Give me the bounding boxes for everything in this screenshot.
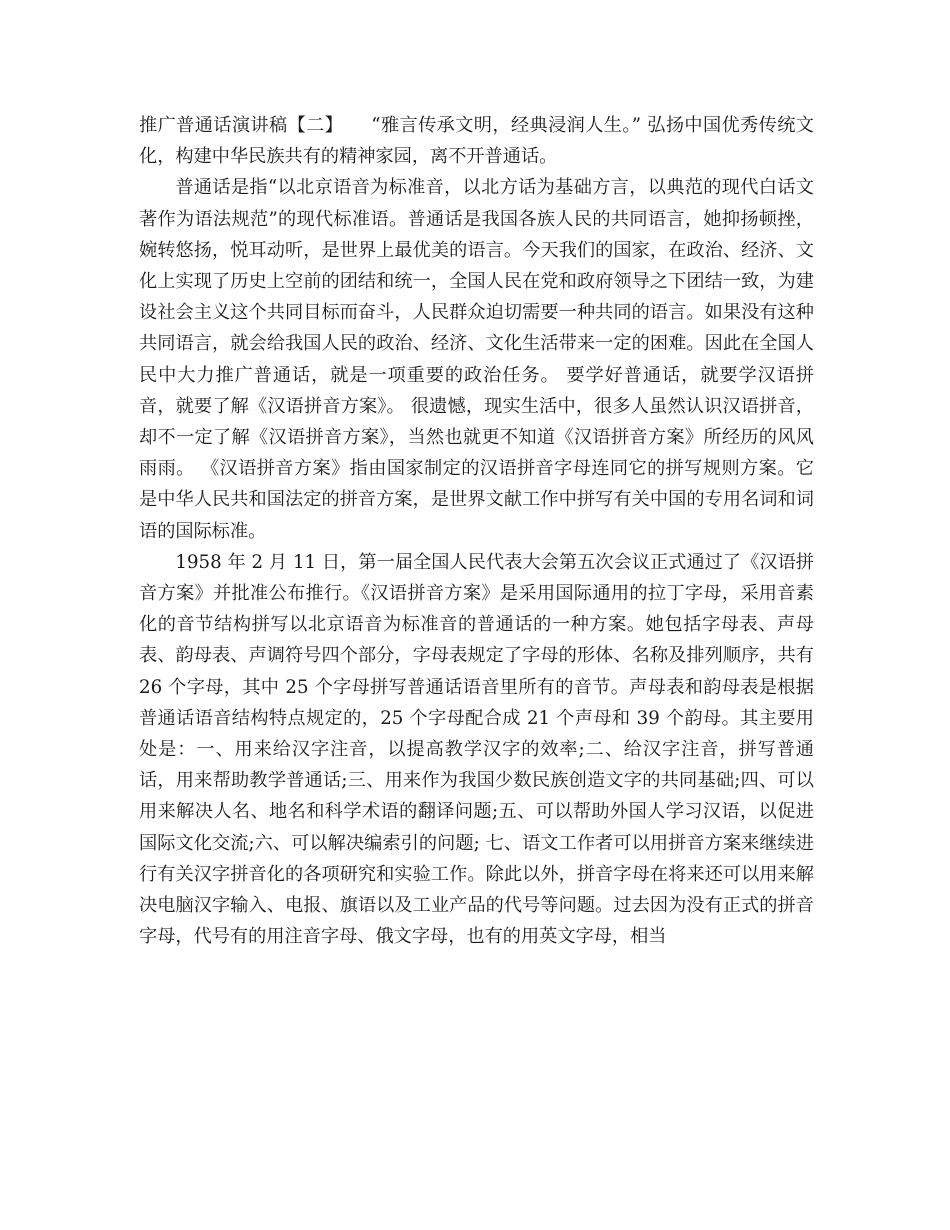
paragraph-2: 普通话是指“以北京语音为标准音，以北方话为基础方言，以典范的现代白话文著作为语法规范”的现代标准语。普通话是我国各族人民的共同语言，她抑扬顿挫，婉转悠扬，悦耳动听，是世界上最优美的语言。今天我们的国家，在政治、经济、文化上实现了历史上空前的团结和统一，全国人民在党和政府领导之下团结一致，为建设社会主义这个共同目标而奋斗，人民群众迫切需要一种共同的语言。如果没有这种共同语言，就会给我国人民的政治、经济、文化生活带来一定的困难。因此在全国人民中大力推广普通话，就是一项重要的政治任务。 要学好普通话，就要学汉语拼音，就要了解《汉语拼音方案》。 很遗憾，现实生活中，很多人虽然认识汉语拼音，却不一定了解《汉语拼音方案》，当然也就更不知道《汉语拼音方案》所经历的风风雨雨。 《汉语拼音方案》指由国家制定的汉语拼音字母连同它的拼写规则方案。它是中华人民共和国法定的拼音方案，是世界文献工作中拼写有关中国的专用名词和词语的国际标准。 [139,177,814,542]
document-body [139,110,814,952]
paragraph-1: 推广普通话演讲稿【二】 “雅言传承文明，经典浸润人生。” 弘扬中国优秀传统文化，构建中华民族共有的精神家园，离不开普通话。 [139,115,814,168]
paragraph-3: 1958 年 2 月 11 日，第一届全国人民代表大会第五次会议正式通过了《汉语拼音方案》并批准公布推行。《汉语拼音方案》是采用国际通用的拉丁字母，采用音素化的音节结构拼写以北京语音为标准音的普通话的一种方案。她包括字母表、声母表、韵母表、声调符号四个部分，字母表规定了字母的形体、名称及排列顺序，共有 26 个字母，其中 25 个字母拼写普通话语音里所有的音节。声母表和韵母表是根据普通话语音结构特点规定的，25 个字母配合成 21 个声母和 39 个韵母。其主要用处是：一、用来给汉字注音，以提高教学汉字的效率;二、给汉字注音，拼写普通话，用来帮助教学普通话;三、用来作为我国少数民族创造文字的共同基础;四、可以用来解决人名、地名和科学术语的翻译问题;五、可以帮助外国人学习汉语，以促进国际文化交流;六、可以解决编索引的问题; 七、语文工作者可以用拼音方案来继续进行有关汉字拼音化的各项研究和实验工作。除此以外，拼音字母在将来还可以用来解决电脑汉字输入、电报、旗语以及工业产品的代号等问题。过去因为没有正式的拼音字母，代号有的用注音字母、俄文字母，也有的用英文字母，相当 [139,551,814,948]
